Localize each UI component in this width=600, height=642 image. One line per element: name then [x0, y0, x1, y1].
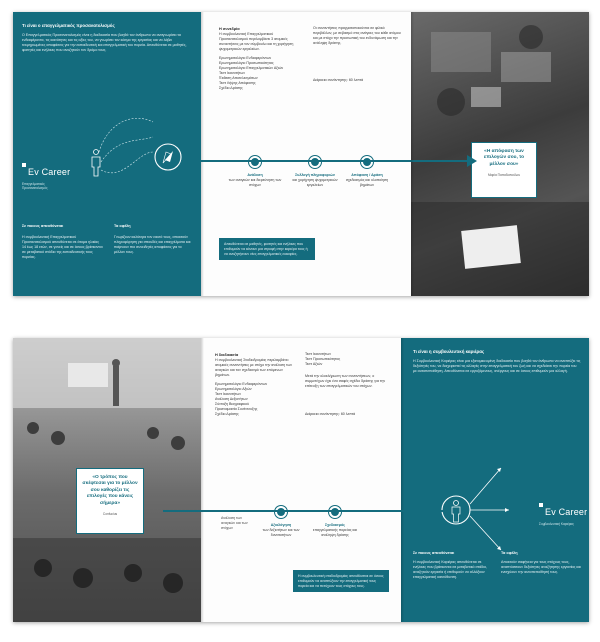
top-middle-list — [219, 56, 303, 91]
timeline-label-2 — [287, 173, 343, 187]
bottom-right-col1-title: Σε ποιους απευθύνεται — [413, 551, 455, 555]
list-item: Ερωτηματολόγιο Αξιών — [215, 387, 252, 391]
top-middle-note: Απευθύνεται σε μαθητές, φοιτητές και ενήλικες που επιθυμούν να κάνουν μια στροφή στην καριέρα τους ή να αναζητήσουν νέες επαγγελματικές ευκαιρίες. — [219, 238, 315, 260]
timeline-node-3 — [361, 156, 373, 168]
bottom-middle-col2-text2: Διάρκεια συνάντησης: 60 λεπτά — [305, 412, 356, 416]
list-item: Ερωτηματολόγιο Επαγγελματικών Αξιών — [219, 66, 284, 70]
list-item: Τεστ Προσωπικότητας — [305, 357, 341, 361]
list-item: Τεστ Ικανοτήτων — [305, 352, 332, 356]
bottom-middle-col1-text: Η συμβουλευτική Σταδιοδρομίας περιλαμβάνει ατομικές συναντήσεις με στόχο την ανάλυση των αναγκών και τον σχεδιασμό των επόμενων βημάτων. — [215, 358, 293, 377]
brand-logo — [539, 502, 587, 526]
timeline-label-2-title: Σχεδιασμός — [324, 523, 346, 527]
timeline-label-2 — [307, 523, 363, 537]
list-item: Ερωτηματολόγιο Προσωπικότητας — [219, 61, 274, 65]
timeline-label-1 — [253, 523, 309, 537]
top-middle-col2-text2: Διάρκεια συνάντησης: 60 λεπτά — [313, 78, 364, 82]
logo-mark-icon — [539, 503, 543, 507]
timeline-label-1-text: των αναγκών και διερεύνηση των στόχων — [228, 177, 282, 187]
top-left-heading: Τι είναι ο επαγγελματικός προσανατολισμός — [22, 23, 115, 28]
list-item: Ανάλυση Δεξιοτήτων — [215, 397, 248, 401]
bottom-left-panel — [13, 338, 201, 622]
bottom-right-col2-title: Τα οφέλη — [501, 551, 518, 555]
timeline-node-1 — [275, 506, 287, 518]
top-left-col2-title: Τα οφέλη — [114, 224, 131, 228]
timeline-label-3 — [339, 173, 395, 187]
bottom-right-col1-text: Η συμβουλευτική Καριέρας απευθύνεται σε ενήλικες που βρίσκονται σε μεταβατικό στάδιο, αναζητούν εργασία ή επιθυμούν να αλλάξουν επαγγελματική κατεύθυνση. — [413, 560, 487, 579]
bottom-middle-side-note: Ανάλυση των αναγκών και των στόχων — [221, 516, 248, 530]
bottom-middle-col1-title: Η διαδικασία — [215, 353, 239, 357]
bottom-middle-panel — [201, 338, 401, 622]
top-quote-box — [471, 142, 537, 198]
list-item: Σύνταξη Βιογραφικού — [215, 402, 249, 406]
bottom-middle-col2-text: Μετά την ολοκλήρωση των συναντήσεων, ο συμμετέχων έχει ένα σαφές σχέδιο δράσης για την επίτευξη των επαγγελματικών του στόχων. — [305, 374, 386, 388]
timeline-label-2-text: και χορήγηση ψυχομετρικών εργαλείων — [292, 177, 338, 187]
top-left-col1-title: Σε ποιους απευθύνεται — [22, 224, 64, 228]
bottom-middle-col2-list — [305, 352, 391, 367]
bottom-middle-note: Η συμβουλευτική σταδιοδρομίας απευθύνεται σε όσους επιθυμούν να αναπτύξουν την επαγγελματική τους πορεία και να πετύχουν τους στόχους τους. — [293, 570, 389, 592]
top-left-intro: Ο Επαγγελματικός Προσανατολισμός είναι η διαδικασία που βοηθά τον άνθρωπο να αναγνωρίσει τα ενδιαφέροντα, τις ικανότητες και τις αξίες του, να γνωρίσει τον κόσμο της εργασίας και να λάβει τεκμηριωμένες αποφάσεις για την εκπαιδευτική και επαγγελματική του πορεία. Απευθύνεται σε μαθητές, φοιτητές και ενήλικες που αναζητούν τον δρόμο τους. — [22, 33, 187, 52]
timeline-label-1-text: των δεξιοτήτων και των δυνατοτήτων — [262, 527, 300, 537]
list-item: Ερωτηματολόγιο Ενδιαφερόντων — [219, 56, 272, 60]
timeline-node-2 — [309, 156, 321, 168]
timeline-label-2-title: Συλλογή πληροφοριών — [295, 173, 335, 177]
top-left-col2-text: Γνωρίζουν καλύτερα τον εαυτό τους, αποκτούν πληροφόρηση για σπουδές και επαγγέλματα και παίρνουν πιο συνειδητές αποφάσεις για το μέλλον τους. — [114, 235, 191, 254]
bottom-quote-box — [76, 468, 144, 534]
top-left-panel — [13, 12, 201, 296]
bottom-right-intro: Η Συμβουλευτική Καριέρας είναι μια εξατομικευμένη διαδικασία που βοηθά τον άνθρωπο να αναπτύξει τις δεξιότητές του, να διαχειριστεί τις αλλαγές στην επαγγελματική του ζωή και να σχεδιάσει την πορεία του με αυτοπεποίθηση. Απευθύνεται σε εργαζόμενους, ανέργους και σε όσους επιθυμούν μια αλλαγή. — [413, 359, 581, 373]
timeline-label-3-title: Απόφαση / Δράση — [351, 173, 383, 177]
list-item: Τεστ Ικανοτήτων — [215, 392, 242, 396]
bottom-middle-list — [215, 382, 295, 417]
top-right-panel — [411, 12, 589, 296]
list-item: Τεστ Λήψης Απόφασης — [219, 81, 256, 85]
brochure-spread-top — [13, 12, 589, 296]
top-quote-text: «Η απόφαση των επιλογών σου, το μέλλον σου» — [483, 149, 525, 167]
top-middle-col1-title: Η συνεδρία — [219, 27, 240, 31]
timeline-label-1-title: Ανάλυση — [247, 173, 263, 177]
bottom-quote-source: Confucius — [102, 512, 118, 517]
list-item: Έκθεση Αποτελεσμάτων — [219, 76, 258, 80]
logo-subtitle: Συμβουλευτική Καριέρας — [539, 522, 574, 526]
bottom-right-col2-text: Αποκτούν σαφήνεια για τους στόχους τους, αναπτύσσουν δεξιότητες αναζήτησης εργασίας και ενισχύουν την αυτοπεποίθησή τους. — [501, 560, 581, 574]
list-item: Ερωτηματολόγιο Ενδιαφερόντων — [215, 382, 268, 386]
list-item: Προετοιμασία Συνέντευξης — [215, 407, 258, 411]
logo-name: Ev Career — [545, 507, 588, 517]
timeline-label-1 — [227, 173, 283, 187]
logo-subtitle: Επαγγελματικός Προσανατολισμός — [22, 182, 48, 191]
top-left-col1-text: Η συμβουλευτική Επαγγελματικού Προσανατολισμού απευθύνεται σε άτομα ηλικίας 14 έως 18 ετών, σε γονείς και σε όσους βρίσκονται σε μεταβατικό στάδιο της εκπαιδευτικής τους πορείας. — [22, 235, 103, 259]
top-quote-source: Μαρία Παπαδοπούλου — [487, 173, 521, 178]
bottom-timeline-line — [163, 510, 443, 512]
top-middle-col2-text: Οι συναντήσεις πραγματοποιούνται σε φιλικό περιβάλλον, με σεβασμό στις ανάγκες του κάθε ατόμου και με στόχο την προσωπική του ενδυνάμωση και την ανάληψη δράσης. — [313, 26, 401, 45]
timeline-node-2 — [329, 506, 341, 518]
timeline-label-1-title: Αξιολόγηση — [270, 523, 292, 527]
top-timeline-line — [181, 160, 471, 162]
timeline-arrow-icon — [467, 155, 477, 167]
bottom-quote-text: «Ο τρόπος που σκέφτεσαι για το μέλλον σου καθορίζει τις επιλογές που κάνεις σήμερα» — [82, 475, 138, 506]
brochure-spread-bottom — [13, 338, 589, 622]
list-item: Σχέδιο Δράσης — [219, 86, 243, 90]
timeline-node-1 — [249, 156, 261, 168]
list-item: Τεστ Αξιών — [305, 362, 323, 366]
timeline-label-3-text: σχεδιασμός και υλοποίηση βημάτων — [345, 177, 389, 187]
timeline-label-2-text: επαγγελματικής πορείας και ανάληψη δράσης — [312, 527, 358, 537]
list-item: Σχέδιο Δράσης — [215, 412, 239, 416]
top-middle-panel — [201, 12, 411, 296]
list-item: Τεστ Ικανοτήτων — [219, 71, 246, 75]
top-middle-col1-text: Η συμβουλευτική Επαγγελματικού Προσανατολισμού περιλαμβάνει 3 ατομικές συναντήσεις με τον σύμβουλο και τη χορήγηση ψυχομετρικών εργαλείων. — [219, 32, 294, 51]
logo-name: Ev Career — [28, 167, 71, 177]
bottom-right-heading: Τι είναι η συμβουλευτική καριέρας — [413, 349, 485, 354]
bottom-right-panel — [401, 338, 589, 622]
